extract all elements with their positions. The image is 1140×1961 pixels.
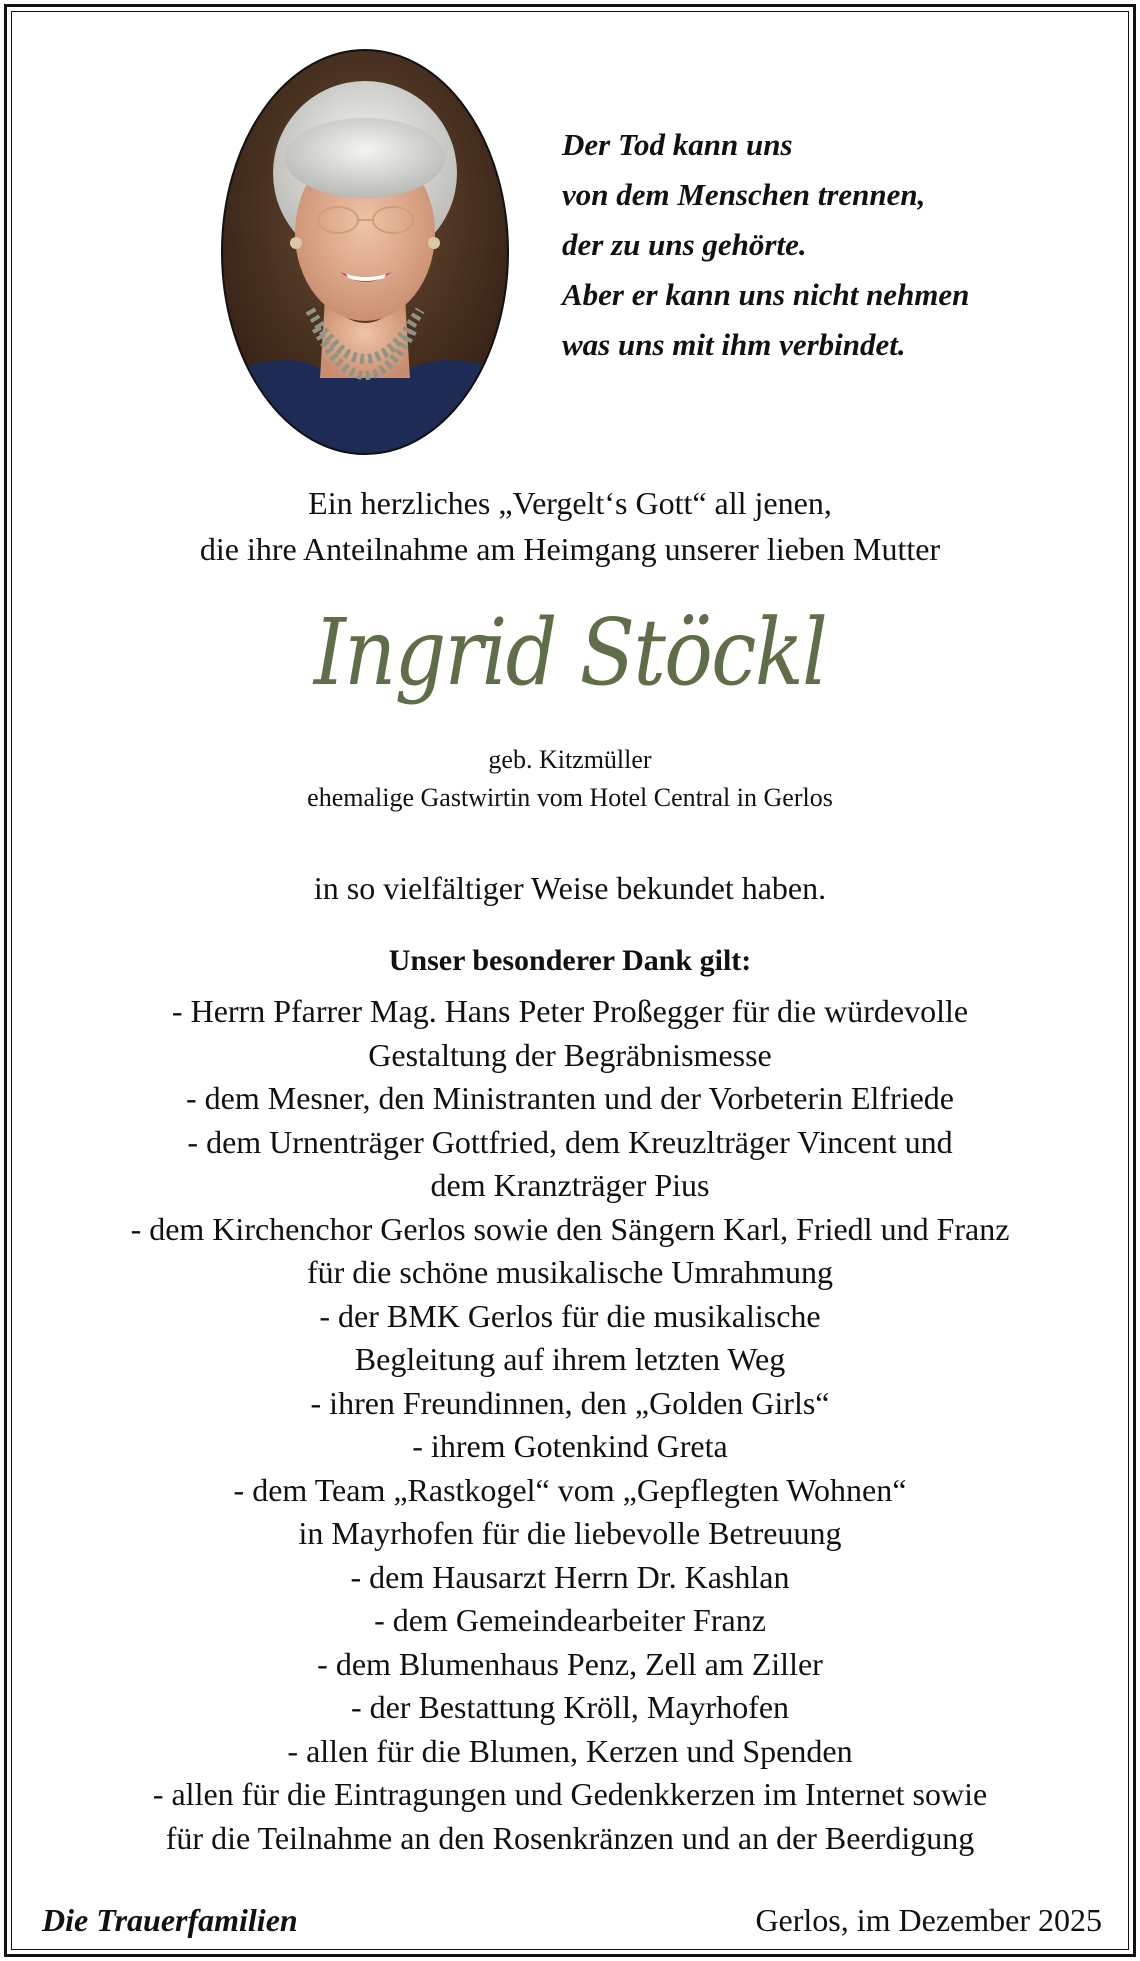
- closing-line: in so vielfältiger Weise bekundet haben.: [313, 870, 827, 906]
- deceased-name: Ingrid Stöckl: [313, 599, 827, 706]
- thanks-line: für die Teilnahme an den Rosenkränzen und an der Beerdigung: [165, 1819, 975, 1856]
- quote-line: von dem Menschen trennen,: [562, 177, 926, 212]
- thanks-line: Gestaltung der Begräbnismesse: [368, 1036, 772, 1073]
- deceased-role: ehemalige Gastwirtin vom Hotel Central in Gerlos: [307, 783, 833, 812]
- thanks-line: - dem Gemeindearbeiter Franz: [374, 1602, 766, 1638]
- thanks-line: - allen für die Eintragungen und Gedenkkerzen im Internet sowie: [152, 1776, 988, 1812]
- thanks-line: - ihren Freundinnen, den „Golden Girls“: [310, 1384, 830, 1421]
- thanks-line: - dem Hausarzt Herrn Dr. Kashlan: [350, 1558, 790, 1595]
- thanks-line: in Mayrhofen für die liebevolle Betreuung: [298, 1515, 842, 1551]
- intro-line: Ein herzliches „Vergelt‘s Gott“ all jenen,: [308, 485, 832, 521]
- quote-line: Aber er kann uns nicht nehmen: [562, 277, 970, 312]
- quote-line: der zu uns gehörte.: [562, 227, 807, 262]
- thanks-line: - dem Urnenträger Gottfried, dem Kreuzlträger Vincent und: [187, 1123, 953, 1160]
- birth-name: geb. Kitzmüller: [488, 745, 652, 774]
- thanks-line: - dem Mesner, den Ministranten und der Vorbeterin Elfriede: [186, 1080, 954, 1116]
- intro-text: [0, 480, 1140, 572]
- quote-line: was uns mit ihm verbindet.: [562, 327, 906, 362]
- thanks-line: - dem Team „Rastkogel“ vom „Gepflegten Wohnen“: [233, 1471, 907, 1508]
- thanks-line: - Herrn Pfarrer Mag. Hans Peter Proßegger für die würdevolle: [171, 993, 969, 1029]
- thanks-list: [0, 990, 1140, 1860]
- quote-line: Der Tod kann uns: [562, 127, 793, 162]
- thanks-line: - der Bestattung Kröll, Mayrhofen: [350, 1689, 790, 1725]
- thanks-line: für die schöne musikalische Umrahmung: [306, 1254, 834, 1290]
- signature: Die Trauerfamilien: [42, 1902, 298, 1938]
- thanks-line: - ihrem Gotenkind Greta: [412, 1428, 728, 1464]
- thanks-line: - der BMK Gerlos für die musikalische: [319, 1297, 821, 1334]
- portrait-photo: [220, 48, 510, 456]
- thanks-line: - dem Kirchenchor Gerlos sowie den Sängern Karl, Friedl und Franz: [130, 1210, 1010, 1247]
- thanks-line: dem Kranzträger Pius: [430, 1167, 710, 1203]
- thanks-line: - dem Blumenhaus Penz, Zell am Ziller: [317, 1645, 823, 1682]
- intro-line: die ihre Anteilnahme am Heimgang unserer lieben Mutter: [199, 531, 941, 567]
- thanks-heading: Unser besonderer Dank gilt:: [388, 944, 752, 977]
- thanks-line: - allen für die Blumen, Kerzen und Spenden: [287, 1732, 853, 1769]
- place-date: Gerlos, im Dezember 2025: [755, 1902, 1102, 1938]
- thanks-line: Begleitung auf ihrem letzten Weg: [354, 1341, 786, 1377]
- memorial-quote: [562, 120, 1102, 370]
